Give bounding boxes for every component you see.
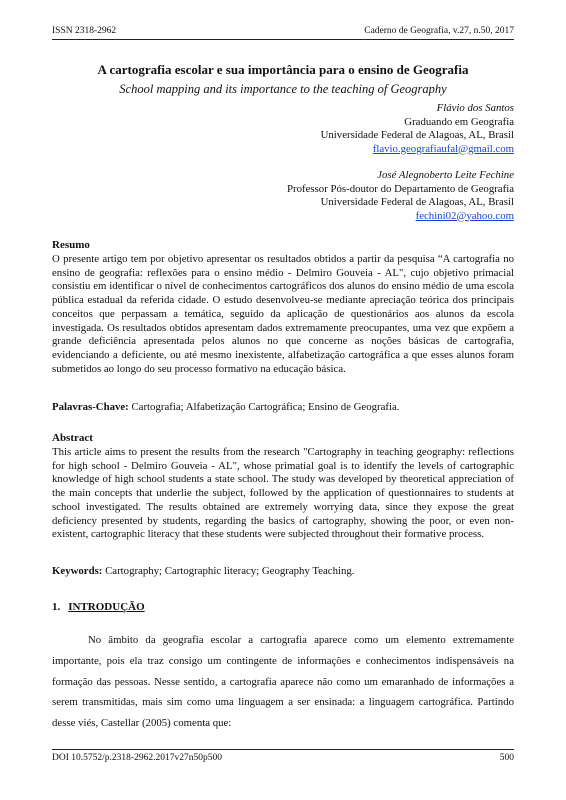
- resumo-heading: Resumo: [52, 239, 90, 251]
- palavras-chave: [52, 401, 514, 413]
- footer-rule: [52, 749, 514, 750]
- doi-label: DOI 10.5752/p.2318-2962.2017v27n50p500: [52, 753, 222, 763]
- author-block-2: [287, 169, 514, 223]
- author-name: Flávio dos Santos: [436, 102, 514, 114]
- keywords-text: Cartography; Cartographic literacy; Geography Teaching.: [102, 565, 355, 577]
- author-institution: Universidade Federal de Alagoas, AL, Brasil: [320, 196, 514, 208]
- page-number: 500: [499, 753, 514, 763]
- introducao-text: No âmbito da geografia escolar a cartografia aparece como um elemento extremamente importante, pois ela traz consigo um contingente de informações e conhecimentos indispensáveis na formação das pessoas. Nesse sentido, a cartografia aparece não como um emaranhado de informações a serem transmitidas, mais sim como uma linguagem a ser ensinada: a linguagem cartográfica. Partindo desse viés, Castellar (2005) comenta que:: [52, 634, 514, 730]
- section-number: 1.: [52, 601, 61, 613]
- issn-label: ISSN 2318-2962: [52, 26, 117, 36]
- article-title-pt: A cartografia escolar e sua importância para o ensino de Geografia: [97, 62, 469, 77]
- abstract-heading: Abstract: [52, 432, 93, 444]
- keywords: [52, 565, 514, 577]
- resumo-text: O presente artigo tem por objetivo apresentar os resultados obtidos a partir da pesquisa “A cartografia no ensino de geografia: reflexões para o ensino médio - Delmiro Gouveia - AL", cujo objetivo primacial consistiu em identificar o nível de conhecimentos cartográficos dos alunos do ensino médio de uma escola pública estadual da referida cidade. O estudo desenvolveu-se mediante apreciação teórica dos principais conceitos que perpassam a temática, seguido da aplicação de questionários aos alunos da escola investigada. Os resultados obtidos apresentam dados extremamente preocupantes, uma vez que expõem a grande deficiência apresentada pelos alunos no que concerne as noções básicas de cartografia, evidenciando a deficiente, ou até mesmo inexistente, alfabetização cartográfica a que esses alunos foram submetidos ao longo do seu processo formativo na educação básica.: [52, 253, 514, 375]
- author-block-1: [321, 102, 514, 156]
- abstract-text: This article aims to present the results from the research "Cartography in teaching geography: reflections for high school - Delmiro Gouveia - AL", whose primatial goal is to identify the levels of cartographic knowledge of high school students a state school. The study was developed by theoretical appreciation of the main concepts that underlie the subject, followed by the application of questionnaires to students at school investigated. The results obtained are extremely worrying data, since they expose the great deficiency presented by students, regarding the basics of cartography, showing the poor, or even non-existent, cartographic literacy that these students were subjected throughout their formative process.: [52, 446, 514, 541]
- header-rule: [52, 39, 514, 40]
- palavras-chave-label: Palavras-Chave:: [52, 401, 129, 413]
- author-role: Graduando em Geografia: [404, 115, 514, 128]
- author-email-link[interactable]: fechini02@yahoo.com: [415, 209, 514, 222]
- introducao-heading: [52, 601, 145, 613]
- author-email-link[interactable]: flavio.geografiaufal@gmail.com: [372, 142, 514, 155]
- running-header: [52, 22, 514, 36]
- palavras-chave-text: Cartografia; Alfabetização Cartográfica; Ensino de Geografia.: [128, 401, 400, 413]
- journal-citation: Caderno de Geografia, v.27, n.50, 2017: [364, 26, 514, 36]
- author-name: José Alegnoberto Leite Fechine: [377, 169, 514, 181]
- keywords-label: Keywords:: [52, 565, 103, 577]
- author-institution: Universidade Federal de Alagoas, AL, Brasil: [320, 129, 514, 141]
- section-title: INTRODUÇÃO: [68, 601, 145, 613]
- author-role: Professor Pós-doutor do Departamento de Geografia: [287, 182, 514, 195]
- article-title-en: School mapping and its importance to the teaching of Geography: [119, 82, 447, 96]
- page-footer: [52, 753, 514, 763]
